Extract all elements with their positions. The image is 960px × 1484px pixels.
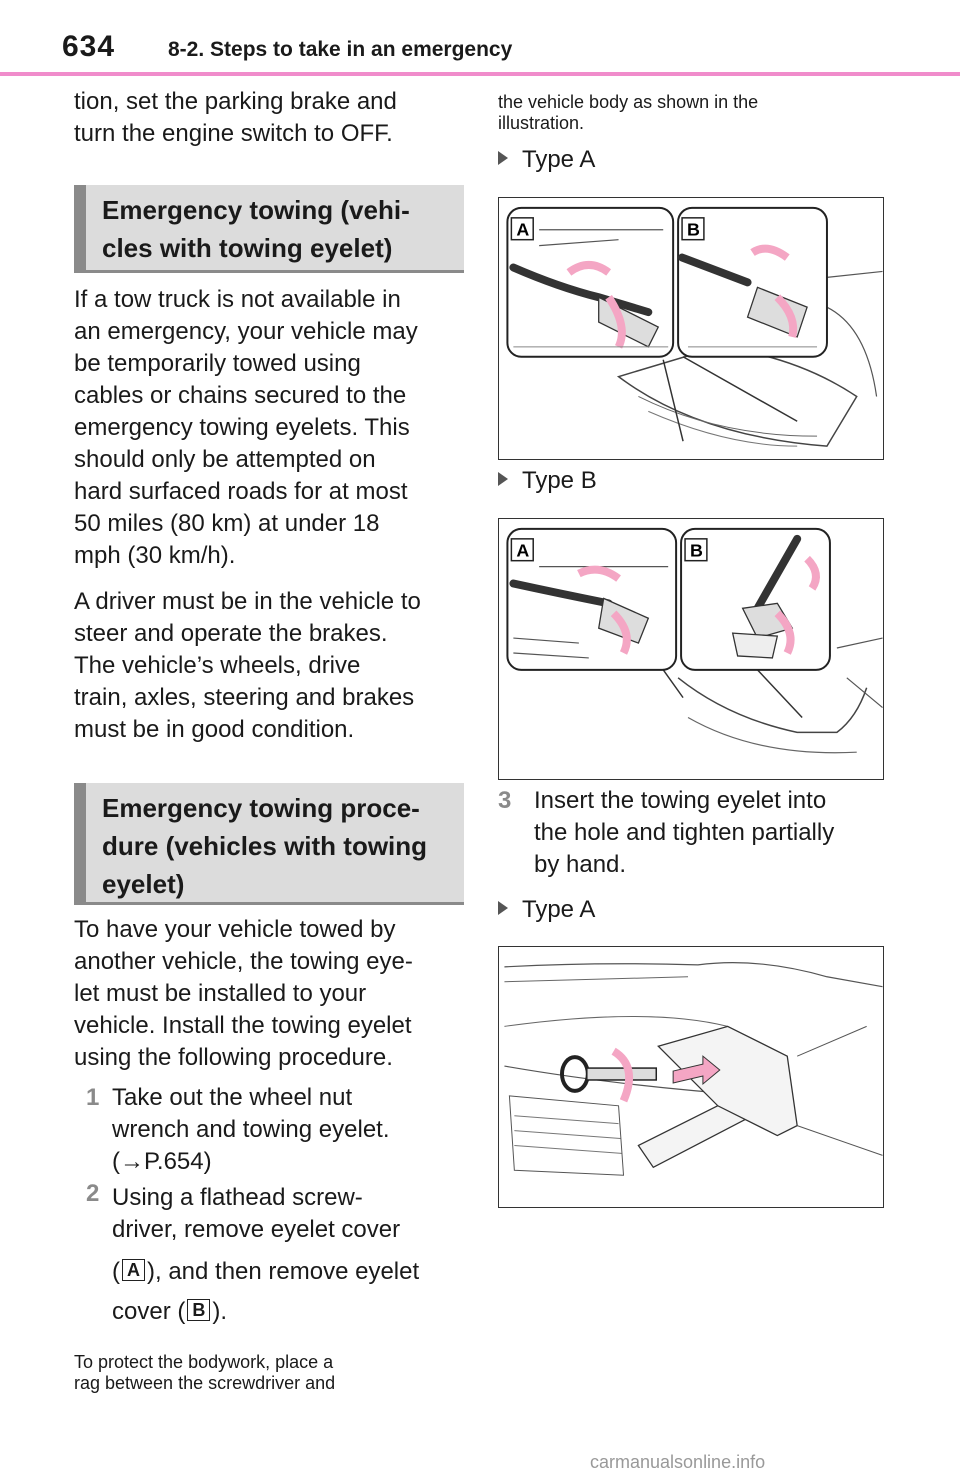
paragraph-procedure-intro: To have your vehicle towed by another vehicle, the towing eye- let must be installed to your vehicle. Install the towing eyelet using the following procedure. (74, 916, 413, 1071)
header-rule (0, 72, 960, 76)
page-number: 634 (62, 30, 116, 63)
label-box-b: B (187, 1299, 210, 1321)
figure-type-a-cover-removal (498, 197, 884, 460)
step-2: 2 Using a flathead screw- driver, remove eyelet cover ( A ), and then remove eyelet cover ( B ). (86, 1180, 420, 1325)
triangle-bullet-icon (498, 472, 508, 486)
fig-label-b: B (690, 540, 703, 561)
note-left: To protect the bodywork, place a rag between the screwdriver and (74, 1352, 336, 1393)
intro-text: tion, set the parking brake and turn the engine switch to OFF. (74, 88, 397, 147)
type-a-label-2: Type A (498, 894, 595, 926)
paragraph-tow-truck: If a tow truck is not available in an emergency, your vehicle may be temporarily towed using cables or chains secured to the emergency towing eyelets. This should only be attempted on hard surfaced roads for at most 50 miles (80 km) at under 18 mph (30 km/h). (74, 286, 418, 569)
paragraph-driver: A driver must be in the vehicle to steer and operate the brakes. The vehicle’s wheels, drive train, axles, steering and brakes must be in good condition. (74, 588, 421, 743)
heading-towing-eyelet: Emergency towing (vehi- cles with towing eyelet) (74, 185, 464, 273)
triangle-bullet-icon (498, 151, 508, 165)
triangle-bullet-icon (498, 901, 508, 915)
illustration-type-b (499, 519, 883, 779)
type-a-label-1: Type A (498, 144, 595, 176)
fig-label-a: A (516, 219, 530, 240)
watermark: carmanualsonline.info (590, 1452, 766, 1472)
heading-towing-procedure: Emergency towing proce- dure (vehicles with towing eyelet) (74, 783, 464, 905)
section-title: 8-2. Steps to take in an emergency (168, 38, 513, 61)
label-box-a: A (122, 1259, 145, 1281)
figure-type-b-cover-removal (498, 518, 884, 780)
type-b-label: Type B (498, 465, 597, 497)
figure-type-a-eyelet-insertion (498, 946, 884, 1208)
step-1: 1 Take out the wheel nut wrench and towing eyelet. (→P.654) (74, 1082, 464, 1178)
step-3: 3 Insert the towing eyelet into the hole and tighten partially by hand. (498, 787, 835, 878)
note-right: the vehicle body as shown in the illustration. (498, 92, 759, 133)
fig-label-b: B (687, 219, 700, 240)
fig-label-a: A (516, 540, 530, 561)
illustration-insert-eyelet (499, 947, 883, 1207)
page-reference-link[interactable]: (→P.654) (112, 1148, 212, 1175)
illustration-type-a (499, 198, 883, 459)
